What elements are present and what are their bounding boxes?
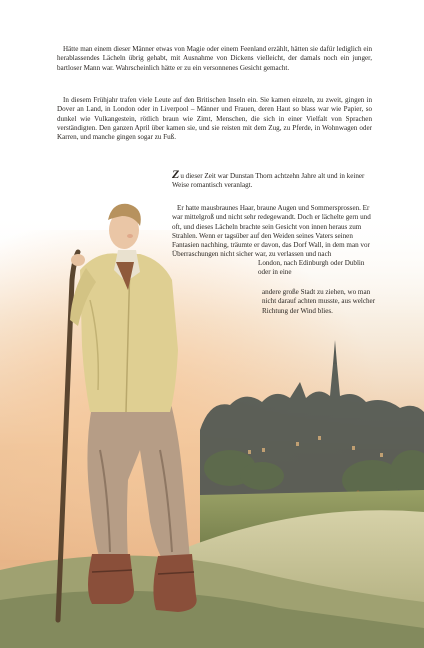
paragraph-2: In diesem Frühjahr trafen viele Leute auf den Britischen Inseln ein. Sie kamen einzeln, zu zweit, gingen in Dover an Land, in London oder in Liverpool – Männer und Frauen, deren Haut so blass war wie Papier, so dunkel wie Vulkangestein, rötlich braun wie Zimt, Menschen, die sich in einer Vielfalt von Sprachen verständigten. Den ganzen April über kamen sie, und sie reisten mit dem Zug, zu Pferde, in Wohnwagen oder Karren, und manche gingen sogar zu Fuß. [57,96,372,142]
story-paragraph: Er hatte mausbraunes Haar, braune Augen und Sommersprossen. Er war mittelgroß und nicht sehr redegewandt. Doch er lächelte gern und oft, und dieses Lächeln brachte sein Gesicht von innen heraus zum Strahlen. Wenn er tagsüber auf den Weiden seines Vaters seinen Fantasien nachhing, träumte er davon, das Dorf Wall, in dem man vor Überraschungen nicht sicher war, zu verlassen und nach [172,204,371,259]
story-paragraph-end: andere große Stadt zu ziehen, wo man nicht darauf achten musste, aus welcher Richtung der Wind blies. [262,288,376,315]
story-opening-text: u dieser Zeit war Dunstan Thorn achtzehn Jahre alt und in keiner Weise romantisch veranlagt. [172,172,365,190]
drop-cap: Z [172,167,180,181]
story-paragraph-continued: London, nach Edinburgh oder Dublin oder in eine [258,259,365,277]
story-opening [172,167,378,191]
paragraph-1: Hätte man einem dieser Männer etwas von Magie oder einem Feenland erzählt, hätten sie dafür lediglich ein herablassendes Lächeln übrig gehabt, mit Ausnahme von Dickens vielleicht, der damals noch ein junger, bartloser Mann war. Wahrscheinlich hätte er zu ein versonnenes Gesicht gemacht. [57,45,372,72]
